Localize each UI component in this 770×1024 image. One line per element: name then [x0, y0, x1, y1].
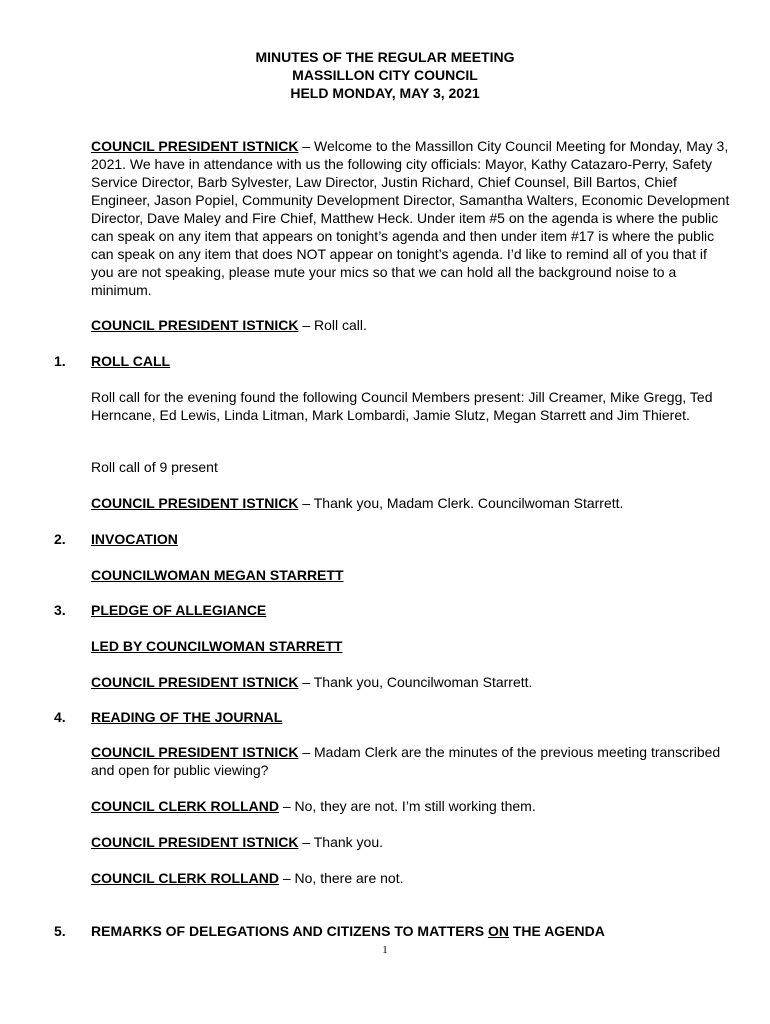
journal-clerk-answer — [91, 797, 731, 815]
speech-text: – Thank you. — [298, 834, 384, 850]
speaker-name: COUNCIL PRESIDENT ISTNICK — [91, 138, 299, 154]
speaker-name: COUNCIL PRESIDENT ISTNICK — [91, 744, 299, 760]
speaker-name: COUNCIL PRESIDENT ISTNICK — [91, 834, 299, 850]
item-number: 2. — [54, 531, 66, 547]
speaker-name: COUNCIL CLERK ROLLAND — [91, 798, 279, 814]
rollcall-request — [91, 316, 731, 334]
item-heading-pledge: PLEDGE OF ALLEGIANCE — [91, 602, 267, 618]
pledge-response — [91, 673, 731, 691]
speech-text: – No, they are not. I’m still working them. — [278, 798, 536, 814]
rollcall-attendance: Roll call for the evening found the following Council Members present: Jill Creamer, Mike Gregg, Ted Herncane, Ed Lewis, Linda Litman, Mark Lombardi, Jamie Slutz, Megan Starrett and Jim Thieret. — [91, 389, 713, 423]
pledge-led-by: LED BY COUNCILWOMAN STARRETT — [91, 638, 343, 654]
item-number: 1. — [54, 353, 66, 369]
speaker-name: COUNCIL PRESIDENT ISTNICK — [91, 495, 299, 511]
journal-question — [91, 743, 731, 779]
invocation-by: COUNCILWOMAN MEGAN STARRETT — [91, 567, 344, 583]
speech-text: – Roll call. — [298, 317, 367, 333]
title-line-1: MINUTES OF THE REGULAR MEETING — [255, 49, 515, 65]
speech-text: – Madam Clerk are the minutes of the previous meeting transcribed and open for public viewing? — [91, 744, 721, 778]
rollcall-count: Roll call of 9 present — [91, 459, 218, 475]
heading-part: REMARKS OF DELEGATIONS AND CITIZENS TO MATTERS — [91, 923, 488, 939]
speaker-name: COUNCIL PRESIDENT ISTNICK — [91, 317, 299, 333]
speech-text: – No, there are not. — [278, 870, 404, 886]
title-line-2: MASSILLON CITY COUNCIL — [292, 67, 478, 83]
speech-text: – Welcome to the Massillon City Council Meeting for Monday, May 3, 2021. We have in attendance with us the following city officials: Mayor, Kathy Catazaro-Perry, Safety Service Director, Barb Sylvester, Law Director, Justin Richard, Chief Counsel, Bill Bartos, Chief Engineer, Jason Popiel, Community Development Director, Samantha Walters, Economic Development Director, Dave Maley and Fire Chief, Matthew Heck. Under item #5 on the agenda is where the public can speak on any item that appears on tonight’s agenda and then under item #17 is where the public can speak on any item that does NOT appear on tonight’s agenda. I’d like to remind all of you that if you are not speaking, please mute your mics so that we can hold all the background noise to a minimum. — [91, 138, 730, 298]
item-heading-journal: READING OF THE JOURNAL — [91, 709, 283, 725]
title-line-3: HELD MONDAY, MAY 3, 2021 — [290, 85, 480, 101]
item-number: 5. — [54, 923, 66, 939]
item-number: 3. — [54, 602, 66, 618]
speaker-name: COUNCIL PRESIDENT ISTNICK — [91, 674, 299, 690]
journal-clerk-final — [91, 869, 731, 887]
speaker-name: COUNCIL CLERK ROLLAND — [91, 870, 279, 886]
rollcall-response — [91, 494, 731, 512]
journal-president-thanks — [91, 833, 731, 851]
item-heading-invocation: INVOCATION — [91, 531, 178, 547]
item-number: 4. — [54, 709, 66, 725]
item-heading-roll-call: ROLL CALL — [91, 353, 171, 369]
speech-text: – Thank you, Madam Clerk. Councilwoman Starrett. — [298, 495, 624, 511]
heading-part: THE AGENDA — [508, 923, 605, 939]
heading-part-underlined: ON — [487, 923, 509, 939]
speech-text: – Thank you, Councilwoman Starrett. — [298, 674, 533, 690]
page-number: 1 — [382, 944, 388, 956]
intro-paragraph — [91, 137, 731, 299]
document-title — [0, 48, 770, 102]
item-heading-remarks — [91, 922, 605, 940]
